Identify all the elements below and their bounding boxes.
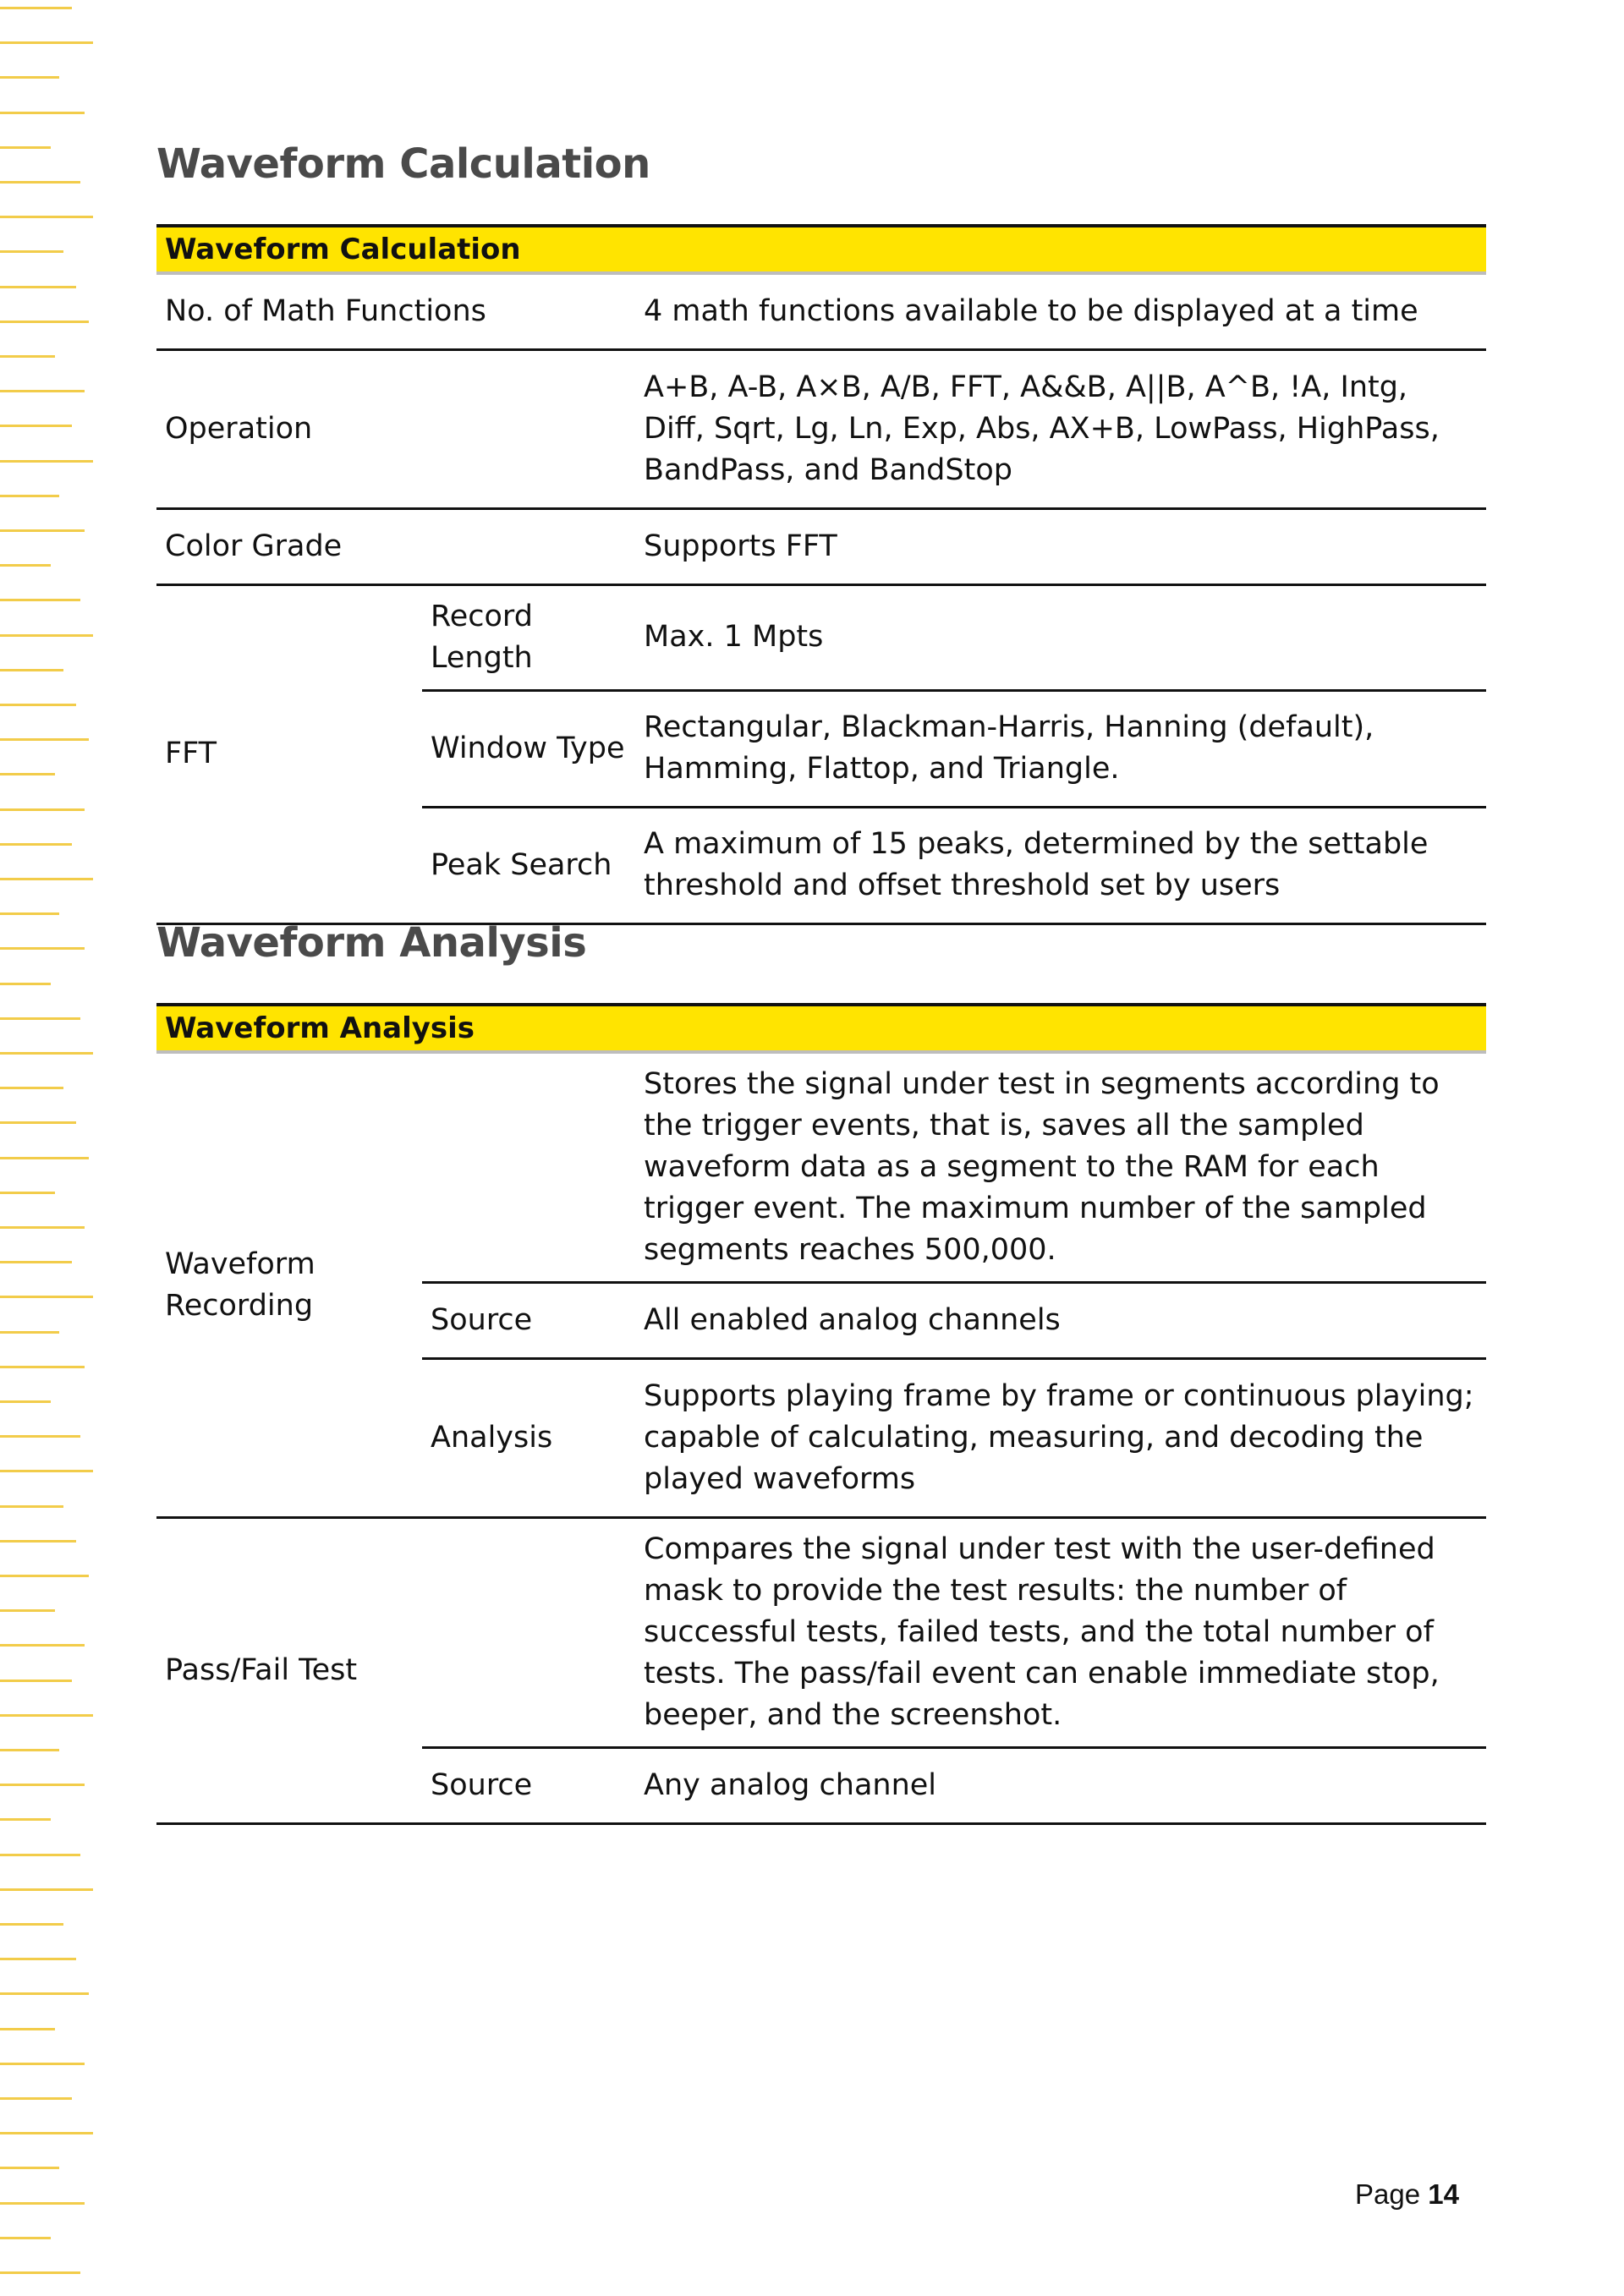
margin-line xyxy=(0,599,80,601)
margin-line xyxy=(0,1854,80,1856)
row-label: Color Grade xyxy=(156,508,635,584)
table-row xyxy=(156,508,1486,584)
row-sublabel: Source xyxy=(422,1748,635,1824)
table-row xyxy=(156,584,1486,690)
margin-line xyxy=(0,2202,85,2205)
margin-line xyxy=(0,425,72,427)
margin-line xyxy=(0,1366,85,1368)
row-value: Supports FFT xyxy=(635,508,1486,584)
margin-line xyxy=(0,1609,55,1612)
margin-line xyxy=(0,390,85,392)
margin-line xyxy=(0,112,85,114)
table-row xyxy=(156,349,1486,508)
margin-line xyxy=(0,321,89,323)
section-title-waveform-calculation: Waveform Calculation xyxy=(156,140,650,188)
margin-line xyxy=(0,2097,72,2100)
margin-line xyxy=(0,1680,72,1682)
margin-line xyxy=(0,1470,93,1472)
page-label: Page xyxy=(1355,2178,1421,2210)
margin-line xyxy=(0,1017,80,1020)
margin-line xyxy=(0,634,93,637)
margin-line xyxy=(0,2237,51,2239)
margin-line xyxy=(0,1400,51,1403)
margin-line xyxy=(0,1331,59,1334)
table-row xyxy=(156,1052,1486,1283)
margin-line xyxy=(0,1888,93,1891)
table-row xyxy=(156,273,1486,349)
row-value: All enabled analog channels xyxy=(635,1283,1486,1359)
row-value: A+B, A-B, A×B, A/B, FFT, A&&B, A||B, A^B, !A, Intg, Diff, Sqrt, Lg, Ln, Exp, Abs, AX+B, LowPass, HighPass, BandPass, and BandStop xyxy=(635,349,1486,508)
margin-line xyxy=(0,773,55,775)
margin-line xyxy=(0,912,59,915)
margin-line xyxy=(0,1923,63,1926)
page-number-value: 14 xyxy=(1428,2178,1459,2210)
margin-line xyxy=(0,41,93,44)
margin-line xyxy=(0,1435,80,1438)
table-header: Waveform Calculation xyxy=(156,226,1486,273)
margin-line xyxy=(0,1226,85,1229)
margin-decoration xyxy=(0,0,95,2296)
margin-line xyxy=(0,2271,80,2274)
row-value: Stores the signal under test in segments according to the trigger events, that is, saves all the sampled waveform data as a segment to the RAM for each trigger event. The maximum number of the sampled segments reaches 500,000. xyxy=(635,1052,1486,1283)
margin-line xyxy=(0,843,72,846)
table-header-row xyxy=(156,1005,1486,1052)
page-number xyxy=(1355,2178,1459,2211)
margin-line xyxy=(0,1714,93,1717)
margin-line xyxy=(0,181,80,184)
margin-line xyxy=(0,495,59,497)
row-sublabel: Analysis xyxy=(422,1359,635,1518)
section-title-waveform-analysis: Waveform Analysis xyxy=(156,919,587,967)
margin-line xyxy=(0,1575,89,1577)
margin-line xyxy=(0,564,51,567)
margin-line xyxy=(0,808,85,811)
margin-line xyxy=(0,669,63,671)
row-value: Supports playing frame by frame or continuous playing; capable of calculating, measuring, and decoding the played waveforms xyxy=(635,1359,1486,1518)
row-value: Rectangular, Blackman-Harris, Hanning (default), Hamming, Flattop, and Triangle. xyxy=(635,690,1486,807)
row-value: Any analog channel xyxy=(635,1748,1486,1824)
row-sublabel: Source xyxy=(422,1283,635,1359)
margin-line xyxy=(0,1157,89,1159)
margin-line xyxy=(0,983,51,985)
margin-line xyxy=(0,216,93,218)
row-value: 4 math functions available to be displayed at a time xyxy=(635,273,1486,349)
margin-line xyxy=(0,1644,85,1647)
row-value: A maximum of 15 peaks, determined by the settable threshold and offset threshold set by users xyxy=(635,807,1486,923)
margin-line xyxy=(0,1958,76,1960)
margin-line xyxy=(0,1505,63,1508)
margin-line xyxy=(0,1121,76,1124)
margin-line xyxy=(0,878,93,880)
row-label: Operation xyxy=(156,349,635,508)
margin-line xyxy=(0,1296,93,1298)
row-sublabel: Window Type xyxy=(422,690,635,807)
table-header: Waveform Analysis xyxy=(156,1005,1486,1052)
row-sublabel: Peak Search xyxy=(422,807,635,923)
margin-line xyxy=(0,529,85,532)
margin-line xyxy=(0,1784,85,1786)
row-label: Waveform Recording xyxy=(156,1052,422,1518)
margin-line xyxy=(0,1749,59,1751)
waveform-calculation-table xyxy=(156,224,1486,925)
table-header-row xyxy=(156,226,1486,273)
margin-line xyxy=(0,1540,76,1543)
margin-line xyxy=(0,76,59,79)
row-sublabel: Record Length xyxy=(422,584,635,690)
margin-line xyxy=(0,1192,55,1194)
margin-line xyxy=(0,1052,93,1055)
margin-line xyxy=(0,704,76,706)
margin-line xyxy=(0,7,72,9)
table-row xyxy=(156,1518,1486,1748)
margin-line xyxy=(0,2063,85,2065)
row-value: Compares the signal under test with the user-defined mask to provide the test results: the number of successful tests, failed tests, and the total number of tests. The pass/fail event can enable immediate stop, beeper, and the screenshot. xyxy=(635,1518,1486,1748)
margin-line xyxy=(0,2132,93,2134)
margin-line xyxy=(0,460,93,463)
margin-line xyxy=(0,1261,72,1263)
margin-line xyxy=(0,355,55,358)
margin-line xyxy=(0,1087,63,1089)
margin-line xyxy=(0,1818,51,1821)
waveform-analysis-table xyxy=(156,1003,1486,1825)
margin-line xyxy=(0,2028,55,2030)
margin-line xyxy=(0,146,51,149)
row-sublabel xyxy=(422,1052,635,1283)
row-label: No. of Math Functions xyxy=(156,273,635,349)
margin-line xyxy=(0,2167,59,2169)
row-value: Max. 1 Mpts xyxy=(635,584,1486,690)
margin-line xyxy=(0,947,85,950)
margin-line xyxy=(0,738,89,741)
margin-line xyxy=(0,286,76,288)
row-label: FFT xyxy=(156,584,422,923)
margin-line xyxy=(0,1992,89,1995)
margin-line xyxy=(0,250,63,253)
row-label: Pass/Fail Test xyxy=(156,1518,422,1824)
row-sublabel xyxy=(422,1518,635,1748)
